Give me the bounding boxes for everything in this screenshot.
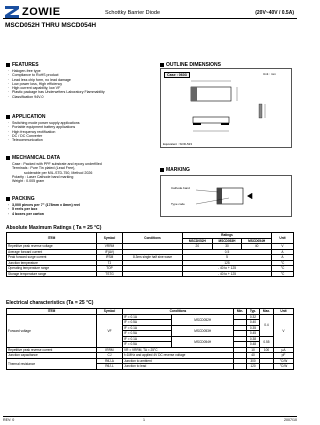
- table-row: Storage temperature range TSTG - 40 to + 125 °C: [7, 271, 294, 277]
- table-row: Peak forward surge current IFSM 8.3ms single half sine wave 5 A: [7, 255, 294, 261]
- header-divider: [3, 18, 297, 19]
- part-range-title: MSCD052H THRU MSCD054H: [5, 22, 97, 29]
- column-header: Typ.: [247, 309, 260, 315]
- list-item: Case : Packed with PPF substrate and epoxy underfilled: [12, 162, 102, 166]
- table-row: Junction temperature TJ 125 °C: [7, 260, 294, 266]
- table-row: IF = 0.5A 0.40: [7, 320, 294, 326]
- list-item: · High current capability, low VF: [8, 86, 156, 90]
- page-number: 1: [143, 418, 145, 422]
- column-header: Unit: [272, 233, 294, 244]
- features-heading: FEATURES: [6, 62, 39, 68]
- list-item: · Portable equipment battery applications: [8, 125, 156, 129]
- table-row: IF = 0.5A 0.45: [7, 331, 294, 337]
- list-item: · DC / DC Converter: [8, 134, 156, 138]
- table-row: Operating temperature range TOP - 40 to + 125 °C: [7, 266, 294, 272]
- package-drawing-icon: [161, 69, 293, 149]
- list-item: · Low power loss, High efficiency: [8, 82, 156, 86]
- packing-heading: PACKING: [6, 196, 35, 202]
- marking-heading: MARKING: [160, 167, 190, 173]
- list-item: Weight : 0.005 gram: [12, 179, 45, 184]
- mechanical-heading: MECHANICAL DATA: [6, 155, 60, 161]
- column-header: Ratings: [183, 233, 272, 239]
- table-row: Average forward current IF(AV) 0.5 A: [7, 249, 294, 255]
- table-row: Thermal resistance RθJ-A Junction to ambient 300 °C/W: [7, 358, 294, 364]
- date-label: 2007/10: [284, 418, 297, 422]
- application-heading: APPLICATION: [6, 114, 46, 120]
- table-row: IF = 0.5A 0.48: [7, 342, 294, 348]
- list-item: · Plastic package has Underwriters Laboratory Flammability: [8, 90, 156, 94]
- list-item: Polarity : Laser Cathode band marking: [12, 174, 74, 179]
- application-list: [8, 121, 156, 142]
- table-row: Repetitive peak reverse voltage VRRM 20 30 40 V: [7, 244, 294, 250]
- rating-badge: (20V~40V / 0.5A): [255, 10, 294, 16]
- column-header: Symbol: [97, 309, 123, 315]
- column-header: Conditions: [123, 309, 234, 315]
- packing-list: [8, 203, 156, 216]
- cathode-band-label: Cathode band: [171, 186, 190, 190]
- column-header: ITEM: [7, 233, 97, 244]
- outline-heading: OUTLINE DIMENSIONS: [160, 62, 221, 68]
- features-list: [8, 69, 156, 99]
- electrical-table: [6, 308, 294, 370]
- list-item: · Halogen-free type: [8, 69, 156, 73]
- type-code-label: Type code: [171, 202, 185, 206]
- list-item: · Compliance to RoHS product: [8, 73, 156, 77]
- column-header: MSCD053H: [212, 238, 242, 244]
- list-item: · Lead less chip form, no lead damage: [8, 78, 156, 82]
- footer-divider: [3, 416, 297, 417]
- list-item: solderable per MIL-STD-750, Method 2026: [24, 170, 93, 175]
- brand-name: ZOWIE: [22, 6, 61, 18]
- table-row: Repetitive peak reverse current IRRM VR = VRRM, TA = 25°C 10 100 μA: [7, 347, 294, 353]
- list-item: · High frequency rectification: [8, 130, 156, 134]
- column-header: Symbol: [97, 233, 123, 244]
- mechanical-list: [8, 162, 156, 183]
- column-header: Max.: [259, 309, 273, 315]
- outline-dimensions-drawing: [160, 68, 292, 148]
- column-header: Unit: [274, 309, 294, 315]
- list-item: · 4 boxes per carton: [8, 212, 156, 216]
- list-item: · Classification 94V-0: [8, 95, 156, 99]
- marking-drawing: [160, 175, 292, 217]
- column-header: MSCD052H: [183, 238, 213, 244]
- list-item: · 3,000 pieces per 7" (178mm x 8mm) reel: [8, 203, 156, 207]
- document-title: Schottky Barrier Diode: [105, 10, 161, 16]
- equivalent-label: Equivalent : SOD-523: [163, 142, 193, 146]
- column-header: ITEM: [7, 309, 97, 315]
- unit-label: Unit : mm: [263, 72, 276, 76]
- table-row: IF = 0.1A MSCD054H 0.38 0.55: [7, 336, 294, 342]
- column-header: MSCD054H: [242, 238, 272, 244]
- column-header: Conditions: [123, 233, 183, 244]
- list-item: Terminals : Pure Tin plated (Lead Free),: [12, 166, 76, 171]
- list-item: · Switching mode power supply applications: [8, 121, 156, 125]
- table-row: Forward voltage VF IF = 0.1A MSCD052H 0.32 0.4 V: [7, 314, 294, 320]
- table-row: Junction capacitance CJ f=1MHz and applied 4V DC reverse voltage 40 pF: [7, 353, 294, 359]
- electrical-heading: Electrical characteristics (Ta = 25 °C): [6, 300, 94, 306]
- max-ratings-heading: Absolute Maximum Ratings ( Ta = 25 °C): [6, 225, 102, 231]
- list-item: · Telecommunication: [8, 138, 156, 142]
- list-item: · 5 reels per box: [8, 207, 156, 211]
- table-row: RθJ-L Junction to lead 120 °C/W: [7, 364, 294, 370]
- marking-diagram-icon: [161, 176, 293, 218]
- column-header: Min.: [234, 309, 247, 315]
- revision-label: REV: 0: [3, 418, 15, 422]
- case-label: Case : 0603: [164, 72, 190, 78]
- zowie-logo-icon: [5, 6, 19, 18]
- table-row: IF = 0.1A MSCD053H 0.35: [7, 325, 294, 331]
- max-ratings-table: [6, 232, 294, 277]
